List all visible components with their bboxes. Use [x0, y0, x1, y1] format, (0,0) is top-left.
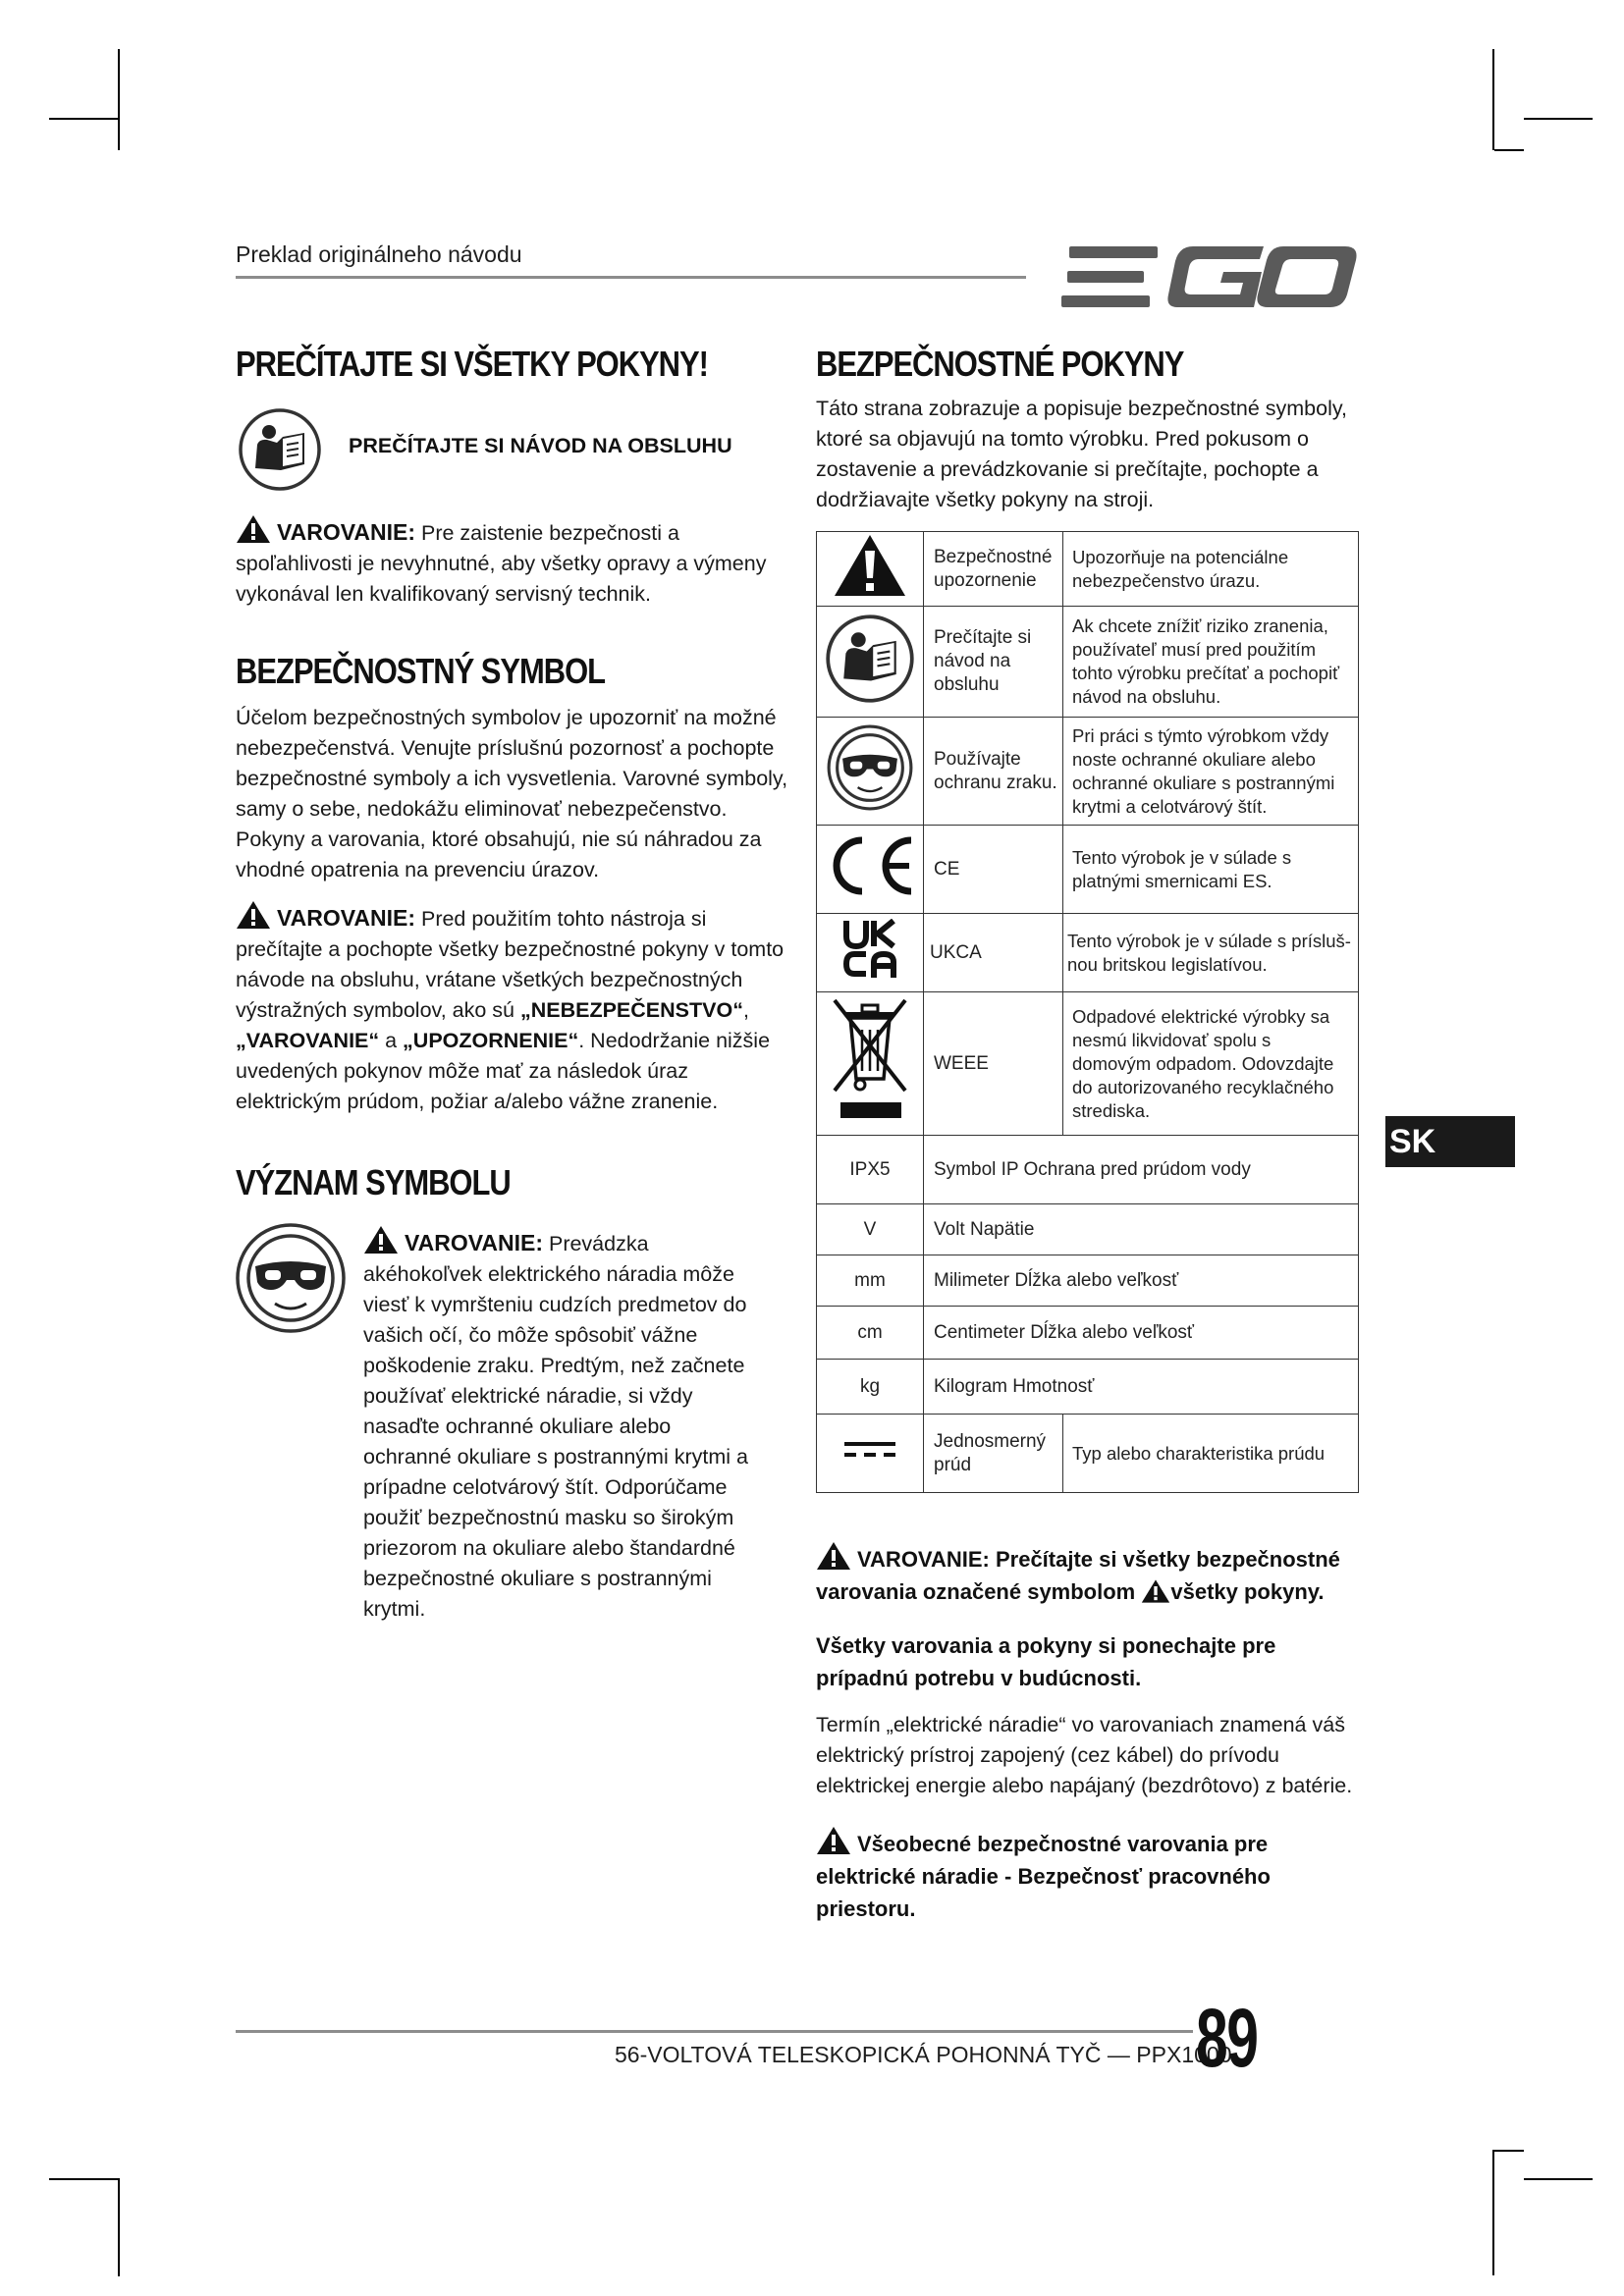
crop-mark [49, 118, 118, 120]
separator: , [742, 998, 749, 1022]
table-cell-desc: Upozorňuje na potenciálne nebezpečenstvo úrazu. [1063, 532, 1359, 607]
table-cell-symbol: mm [817, 1255, 924, 1307]
table-cell-icon [817, 607, 924, 718]
table-cell-desc: Pri práci s týmto výrobkom vždy noste ochranné okuliare alebo ochranné okuliare s postrannými krytmi a celotvárový štít. [1063, 718, 1359, 826]
general-warnings-text: Všeobecné bezpečnostné varovania pre elektrické náradie - Bezpečnosť pracovného priestoru. [816, 1832, 1271, 1921]
safety-symbol-heading: BEZPEČNOSTNÝ SYMBOL [236, 651, 606, 691]
warning-text: Pred použitím tohto nástroja si prečítajte a pochopte všetky bezpečnostné pokyny v tomto návode na obsluhu, vrátane všetkých bezpečnostných výstražných symbolov, ako sú [236, 907, 785, 1022]
table-cell-name: Bezpečnostné upozornenie [924, 532, 1063, 607]
eye-protection-icon [234, 1221, 348, 1335]
read-all-heading: PREČÍTAJTE SI VŠETKY POKYNY! [236, 344, 708, 384]
crop-mark [1494, 149, 1524, 151]
table-row [817, 1360, 1359, 1415]
warning-text: varovania označené symbolom [816, 1579, 1136, 1604]
safety-alert-icon [833, 533, 907, 598]
eye-protection-icon [826, 723, 914, 812]
warning-word: „VAROVANIE“ [236, 1029, 380, 1052]
separator: a [379, 1029, 404, 1052]
crop-mark [1494, 2150, 1524, 2152]
table-row [817, 532, 1359, 607]
table-cell-icon [817, 1415, 924, 1493]
table-row [817, 914, 1359, 992]
table-cell-desc: Tento výrobok je v súlade s prísluš-nou britskou legislatívou. [1063, 914, 1359, 992]
table-cell-desc: Symbol IP Ochrana pred prúdom vody [924, 1136, 1359, 1204]
table-cell-name: Prečítajte si návod na obsluhu [924, 607, 1063, 718]
table-row [817, 1204, 1359, 1255]
table-cell-desc: Ak chcete znížiť riziko zranenia, používateľ musí pred použitím tohto výrobku prečítať a pochopiť návod na obsluhu. [1063, 607, 1359, 718]
table-cell-name: WEEE [924, 992, 1063, 1136]
safety-symbol-paragraph: Účelom bezpečnostných symbolov je upozorniť na možné nebezpečenstvá. Venujte príslušnú pozornosť a pochopte bezpečnostné symboly a ich vysvetlenia. Varovné symboly, samy o sebe, nedokážu eliminovať nebezpečenstvo. Pokyny a varovania, ktoré obsahujú, nie sú náhradou za vhodné opatrenia na prevenciu úrazov. [236, 706, 788, 881]
table-cell-name: Jednosmerný prúd [924, 1415, 1063, 1493]
header-text: Preklad originálneho návodu [236, 241, 522, 267]
read-manual-icon [238, 407, 322, 492]
footer-rule [236, 2030, 1193, 2033]
crop-mark [1524, 118, 1593, 120]
table-cell-desc: Kilogram Hmotnosť [924, 1360, 1359, 1415]
warning-repairs [236, 514, 785, 610]
table-cell-symbol: IPX5 [817, 1136, 924, 1204]
symbol-table [816, 531, 1359, 1493]
table-cell-icon [817, 914, 924, 992]
safety-instructions-heading: BEZPEČNOSTNÉ POKYNY [816, 344, 1184, 384]
warning-label: VAROVANIE: [405, 1230, 543, 1255]
danger-word: „NEBEZPEČENSTVO“ [519, 998, 743, 1022]
page-number: 89 [1196, 1992, 1258, 2084]
warning-icon [1141, 1578, 1170, 1604]
read-manual-label: PREČÍTAJTE SI NÁVOD NA OBSLUHU [349, 434, 732, 457]
table-cell-symbol: kg [817, 1360, 924, 1415]
crop-mark [118, 49, 120, 150]
warning-text: VAROVANIE: Prečítajte si všetky bezpečnostné [857, 1547, 1340, 1572]
symbol-meaning-heading: VÝZNAM SYMBOLU [236, 1162, 511, 1202]
table-cell-name: CE [924, 826, 1063, 914]
warning-text: všetky pokyny. [1170, 1579, 1325, 1604]
warning-read-instructions [236, 900, 791, 1117]
weee-bin-icon [829, 996, 911, 1124]
language-tab: SK [1385, 1116, 1515, 1167]
crop-mark [1492, 49, 1494, 150]
table-cell-desc: Centimeter Dĺžka alebo veľkosť [924, 1307, 1359, 1360]
table-row [817, 1136, 1359, 1204]
table-cell-desc: Typ alebo charakteristika prúdu [1063, 1415, 1359, 1493]
warning-label: VAROVANIE: [277, 905, 415, 931]
ego-logo [1056, 243, 1360, 310]
warning-line-2 [816, 1575, 1366, 1608]
table-cell-icon [817, 718, 924, 826]
table-cell-desc: Tento výrobok je v súlade s platnými smernicami ES. [1063, 826, 1359, 914]
warning-read-all [816, 1541, 1366, 1608]
crop-mark [49, 2178, 118, 2180]
warning-icon [236, 514, 271, 544]
table-cell-icon [817, 992, 924, 1136]
table-row [817, 826, 1359, 914]
header-rule [236, 276, 1026, 279]
warning-icon [816, 1826, 851, 1855]
warning-icon [236, 900, 271, 930]
keep-instructions: Všetky varovania a pokyny si ponechajte pre prípadnú potrebu v budúcnosti. [816, 1633, 1276, 1690]
footer-product: 56-VOLTOVÁ TELESKOPICKÁ POHONNÁ TYČ — PPX1000 [615, 2042, 1232, 2067]
table-cell-symbol: V [817, 1204, 924, 1255]
table-row [817, 1307, 1359, 1360]
warning-text: . Nedodržanie nižšie uvedených pokynov môže mať za následok úraz elektrickým prúdom, požiar a/alebo vážne zranenie. [236, 1029, 771, 1113]
warning-text: Prevádzka akéhokoľvek elektrického náradia môže viesť k vymršteniu cudzích predmetov do vašich očí, čo môže spôsobiť vážne poškodenie zraku. Predtým, než začnete používať elektrické náradie, si vždy nasaďte ochranné okuliare alebo ochranné okuliare s postrannými krytmi a prípadne celotvárový štít. Odporúčame použiť bezpečnostnú masku so širokým priezorom na okuliare alebo štandardné bezpečnostné okuliare s postrannými krytmi. [363, 1232, 748, 1621]
term-definition: Termín „elektrické náradie“ vo varovaniach znamená váš elektrický prístroj zapojený (cez kábel) do prívodu elektrickej energie alebo napájaný (bezdrôtovo) z batérie. [816, 1713, 1353, 1797]
warning-icon [816, 1541, 851, 1571]
table-cell-desc: Odpadové elektrické výrobky sa nesmú likvidovať spolu s domovým odpadom. Odovzdajte do autorizovaného recyklačného strediska. [1063, 992, 1359, 1136]
table-row [817, 1415, 1359, 1493]
crop-mark [118, 2178, 120, 2276]
warning-text: Pre zaistenie bezpečnosti a spoľahlivosti je nevyhnutné, aby všetky opravy a výmeny vykonával len kvalifikovaný servisný technik. [236, 521, 767, 606]
ukca-mark-icon [842, 919, 897, 980]
table-cell-name: Používajte ochranu zraku. [924, 718, 1063, 826]
crop-mark [1492, 2150, 1494, 2275]
table-cell-desc: Volt Napätie [924, 1204, 1359, 1255]
table-row [817, 718, 1359, 826]
warning-icon [363, 1225, 399, 1255]
direct-current-icon [842, 1439, 897, 1461]
table-cell-icon [817, 826, 924, 914]
table-row [817, 992, 1359, 1136]
table-row [817, 1255, 1359, 1307]
warning-label: VAROVANIE: [277, 519, 415, 545]
warning-eye-protection [363, 1225, 756, 1625]
table-cell-icon [817, 532, 924, 607]
table-cell-name: UKCA [924, 914, 1063, 992]
ce-mark-icon [823, 834, 917, 897]
general-warnings [816, 1826, 1326, 1925]
table-cell-symbol: cm [817, 1307, 924, 1360]
warning-line-1 [816, 1541, 1366, 1575]
crop-mark [1524, 2178, 1593, 2180]
table-row [817, 607, 1359, 718]
safety-instructions-intro: Táto strana zobrazuje a popisuje bezpečnostné symboly, ktoré sa objavujú na tomto výrobku. Pred pokusom o zostavenie a prevádzkovanie si prečítajte, pochopte a dodržiavajte všetky pokyny na stroji. [816, 397, 1347, 511]
table-cell-desc: Milimeter Dĺžka alebo veľkosť [924, 1255, 1359, 1307]
read-manual-icon [825, 614, 915, 704]
caution-word: „UPOZORNENIE“ [403, 1029, 579, 1052]
